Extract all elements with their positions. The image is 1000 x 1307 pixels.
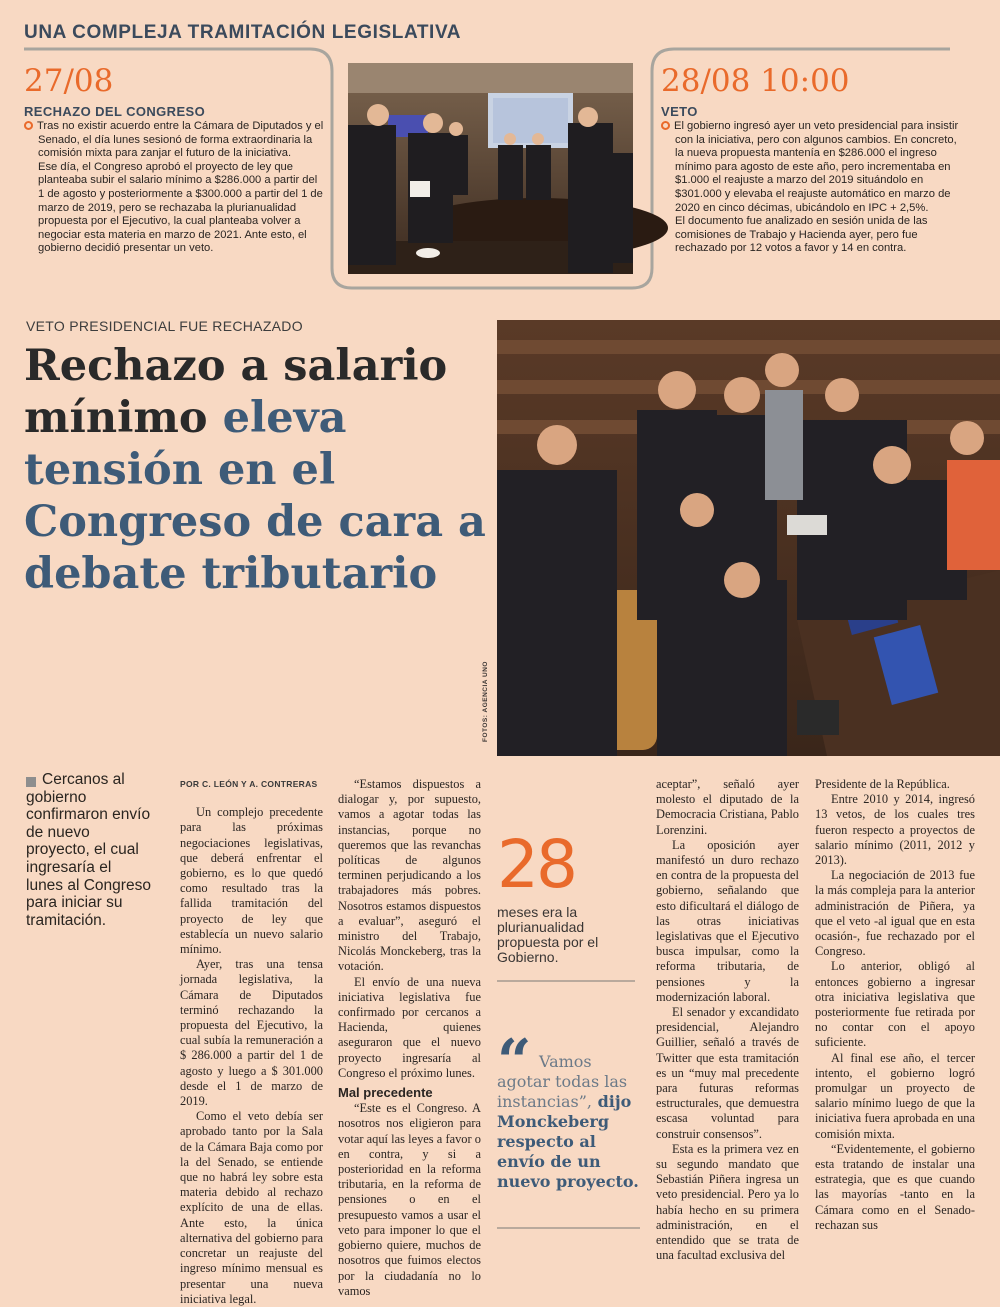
pull-quote: Vamos agotar todas las instancias”, dijo Monckeberg respecto al envío de un nuevo proyecto. [497, 1052, 639, 1191]
event-text-1: Tras no existir acuerdo entre la Cámara de Diputados y el Senado, el día lunes sesionó de forma extraordinaria la comisión mixta para zanjar el futuro de la iniciativa. Ese día, el Congreso aprobó el proyecto de ley que planteaba subir el salario mínimo a $286.000 a partir del 1 de agosto y posteriormente a $300.000 a partir del 1 de marzo de 2019, pero se rechazaba la plurianualidad propuesta por el Ejecutivo, la cual planteaba volver a negociar esta materia en marzo de 2021. Ante esto, el gobierno decidió presentar un veto. [24, 120, 324, 256]
teaser: Cercanos al gobierno confirmaron envío de nuevo proyecto, el cual ingresaría el lunes al Congreso para iniciar su tramitación. [26, 771, 151, 929]
subheading: Mal precedente [338, 1085, 433, 1101]
byline: POR C. LEÓN Y A. CONTRERAS [180, 779, 318, 789]
paragraph: Ayer, tras una tensa jornada legislativa, la Cámara de Diputados terminó rechazando la propuesta del Ejecutivo, la cual subía la remuneración a $ 286.000 a partir del 1 de agosto y luego a $ 301.000 desde el 1 de marzo de 2019. [180, 957, 323, 1109]
stat-divider [497, 980, 635, 982]
article-column-3 [656, 777, 799, 1264]
meeting-photo [348, 63, 633, 274]
banner-title: UNA COMPLEJA TRAMITACIÓN LEGISLATIVA [24, 22, 462, 43]
paragraph: aceptar”, señaló ayer molesto el diputado de la Democracia Cristiana, Pablo Lorenzini. [656, 777, 799, 837]
paragraph: Esta es la primera vez en su segundo mandato que Sebastián Piñera ingresa un veto presidencial. Pero ya lo había hecho en su primera administración, en el entendido que se trata de una facultad exclusiva del [656, 1141, 799, 1263]
paragraph: Al final ese año, el tercer intento, el gobierno logró promulgar un proyecto de salario mínimo luego de que la iniciativa fuera aprobada en una comisión mixta. [815, 1050, 975, 1141]
event-date-2: 28/08 10:00 [661, 63, 850, 99]
paragraph: Lo anterior, obligó al entonces gobierno a ingresar otra iniciativa legislativa que posteriormente fue retirada por no contar con el apoyo suficiente. [815, 959, 975, 1050]
article-column-1 [180, 777, 323, 1307]
paragraph: Como el veto debía ser aprobado tanto por la Sala de la Cámara Baja como por la del Senado, se entiende que no habrá ley sobre esta materia debido al rechazo explícito de una de ellas. Ante esto, la única alternativa del gobierno para concretar un reajuste del ingreso mínimo mensual es presentar una nueva iniciativa legal. [180, 1109, 323, 1306]
stat-number: 28 [497, 826, 575, 903]
congress-photo [497, 320, 1000, 756]
event-text-2: El gobierno ingresó ayer un veto presidencial para insistir con la iniciativa, pero con algunos cambios. En concreto, la nueva propuesta mantenía en $286.000 el ingreso mínimo para agosto de este año, pero incrementaba en $1.000 el reajuste a marzo del 2019 situándolo en $301.000 y elevaba el reajuste automático en marzo de 2020 en cinco décimas, ubicándolo en IPC + 2,5%. El documento fue analizado en sesión unida de las comisiones de Trabajo y Hacienda ayer, pero fue rechazado por 12 votos a favor y 14 en contra. [661, 120, 961, 256]
paragraph: “Evidentemente, el gobierno esta tratando de instalar una estrategia, que es que cuando las mayorías -tanto en la Cámara como en el Senado- rechazan sus [815, 1141, 975, 1232]
paragraph: La oposición ayer manifestó un duro rechazo en contra de la propuesta del gobierno, señalando que esto dificultará el diálogo de las otras iniciativas legislativas que el Ejecutivo busca impulsar, como la reforma tributaria, de pensiones y la modernización laboral. [656, 837, 799, 1004]
event-label-2: VETO [661, 104, 698, 119]
paragraph: Presidente de la República. [815, 777, 950, 791]
paragraph: El senador y excandidato presidencial, Alejandro Guillier, señaló a través de Twitter que esta tramitación es un “muy mal precedente para futuras reformas estructurales, que demuestra escasa voluntad para construir consensos”. [656, 1005, 799, 1141]
paragraph: Entre 2010 y 2014, ingresó 13 vetos, de los cuales tres fueron respecto a proyectos de salario mínimo (2011, 2012 y 2013). [815, 792, 975, 868]
paragraph: Un complejo precedente para las próximas negociaciones legislativas, que deberá enfrentar el gobierno, es lo que quedó como resultado tras la fallida tramitación del proyecto de ley que establecía un nuevo salario mínimo. [180, 805, 323, 957]
stat-text: meses era la plurianualidad propuesta por el Gobierno. [497, 904, 599, 965]
photo-credit: FOTOS: AGENCIA UNO [482, 661, 489, 742]
article-column-4 [815, 777, 975, 1233]
paragraph: “Este es el Congreso. A nosotros nos eligieron para votar aquí las leyes a favor o en contra, y si a posterioridad en la reforma tributaria, en la reforma de pensiones o en el presupuesto vamos a usar el veto para imponer lo que el gobierno quiere, muchos de nosotros que fuimos electos por la ciudadanía no lo vamos [338, 1101, 481, 1298]
article-column-2 [338, 777, 481, 1299]
kicker: VETO PRESIDENCIAL FUE RECHAZADO [26, 318, 303, 334]
quote-divider [497, 1227, 640, 1229]
event-label-1: RECHAZO DEL CONGRESO [24, 104, 206, 119]
paragraph: “Estamos dispuestos a dialogar y, por supuesto, vamos a agotar todas las instancias, porque no queremos que las revanchas políticas de algunos terminen perjudicando a los trabajadores más pobres. Nosotros estamos dispuestos a evaluar”, aseguró el ministro del Trabajo, Nicolás Monckeberg, tras la votación. [338, 777, 481, 974]
paragraph: El envío de una nueva iniciativa legislativa fue confirmado por cercanos a Hacienda, quienes aseguraron que el nuevo proyecto ingresaría al Congreso el próximo lunes. [338, 974, 481, 1080]
quote-mark-icon: “ [497, 1027, 532, 1097]
bullet-icon [661, 121, 670, 130]
event-date-1: 27/08 [24, 63, 114, 99]
headline: Rechazo a salario mínimo eleva tensión en el Congreso de cara a debate tributario [24, 341, 486, 599]
paragraph: La negociación de 2013 fue la más compleja para la anterior administración de Piñera, ya que el veto -al igual que en esta ocasión-, fue rechazado por el Congreso. [815, 868, 975, 959]
bullet-icon [24, 121, 33, 130]
